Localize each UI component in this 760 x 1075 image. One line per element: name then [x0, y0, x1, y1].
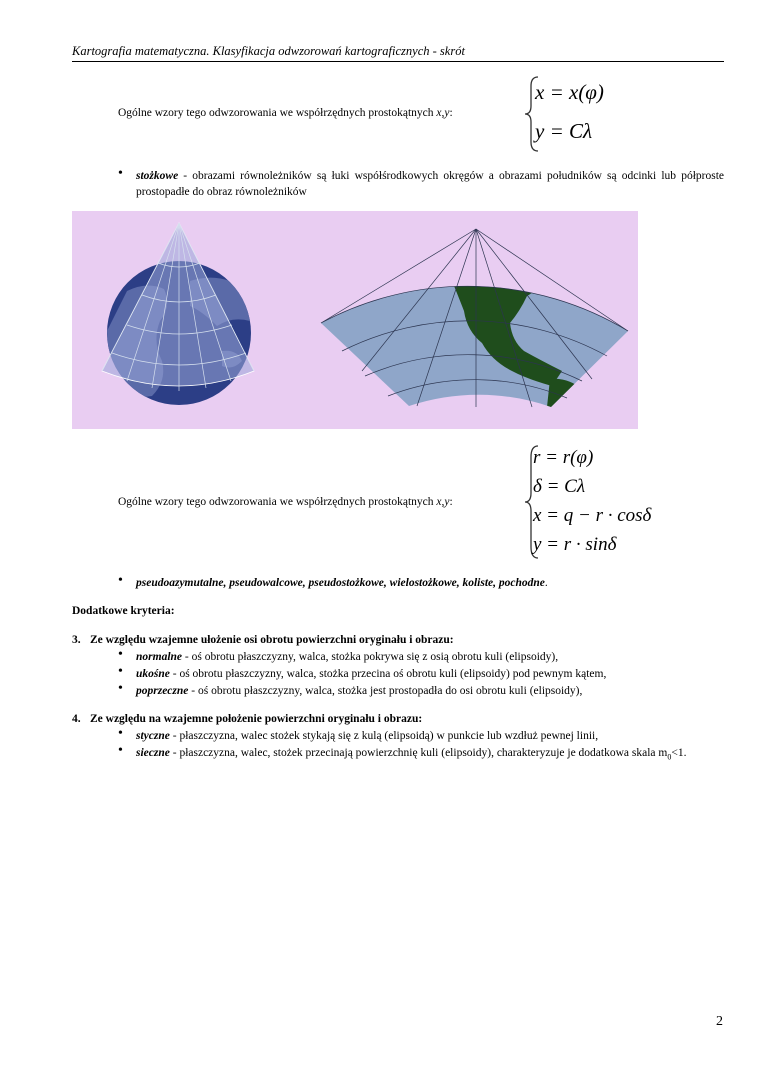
- section4-item-desc: - płaszczyzna, walec, stożek przecinają powierzchnię kuli (elipsoidy), charakteryzuje je dodatkowa skala m: [169, 747, 668, 759]
- section4-number: 4.: [72, 713, 81, 725]
- section4-title: Ze względu na wzajemne położenie powierzchni oryginału i obrazu:: [90, 713, 423, 725]
- formula2-intro: [118, 494, 453, 510]
- section3-item-desc: - oś obrotu płaszczyzny, walca, stożka pokrywa się z osią obrotu kuli (elipsoidy),: [182, 651, 559, 663]
- figure-drawing: [72, 211, 638, 429]
- formula2-line-x: x = q − r · cosδ: [533, 505, 652, 526]
- bullet-dot: •: [118, 681, 123, 696]
- formula1-intro: [118, 105, 453, 121]
- formula1-intro-colon: :: [449, 107, 453, 119]
- section4-item-sub: 0: [667, 752, 672, 762]
- bullet-dot: •: [118, 647, 123, 662]
- formula2-intro-vars: x,y: [436, 496, 450, 508]
- section4-item-desc: - płaszczyzna, walec stożek stykają się z kulą (elipsoidą) w punkcie lub wzdłuż pewnej linii,: [169, 730, 599, 742]
- section3-title: Ze względu wzajemne ułożenie osi obrotu powierzchni oryginału i obrazu:: [90, 634, 454, 646]
- bullet-dot: •: [118, 573, 123, 588]
- section3-item-term: normalne: [136, 651, 183, 663]
- section4-item-tail: <1.: [671, 747, 687, 759]
- formula1-intro-text: Ogólne wzory tego odwzorowania we współrzędnych prostokątnych: [118, 107, 437, 119]
- conic-map-south-america: [547, 379, 582, 407]
- section4-item: [136, 745, 724, 765]
- extra-criteria-heading: Dodatkowe kryteria:: [72, 605, 175, 617]
- section3-item-desc: - oś obrotu płaszczyzny, walca, stożka jest prostopadła do osi obrotu kuli (elipsoidy),: [188, 685, 583, 697]
- formula1-intro-vars: x,y: [436, 107, 450, 119]
- other-types-paragraph: [136, 575, 548, 591]
- conic-map-greenland: [527, 247, 562, 266]
- section3-item-term: ukośne: [136, 668, 170, 680]
- other-types-period: .: [544, 577, 548, 589]
- formula1-line-y: y = Cλ: [535, 119, 593, 143]
- section3-item-term: poprzeczne: [136, 685, 189, 697]
- section4-item-term: styczne: [136, 730, 170, 742]
- formula1-line-x: x = x(φ): [535, 80, 604, 104]
- bullet-dot: •: [118, 664, 123, 679]
- bullet-dot: •: [118, 743, 123, 758]
- section3-item-desc: - oś obrotu płaszczyzny, walca, stożka przecina oś obrotu kuli (elipsoidy) pod pewnym kątem,: [169, 668, 607, 680]
- bullet-dot: •: [118, 726, 123, 741]
- header-rule: [72, 61, 724, 62]
- other-types-text: pseudoazymutalne, pseudowalcowe, pseudostożkowe, wielostożkowe, koliste, pochodne: [136, 577, 545, 589]
- formula2-intro-colon: :: [449, 496, 453, 508]
- section3-item: [136, 683, 582, 699]
- section4-item-term: sieczne: [136, 747, 170, 759]
- formula2-line-delta: δ = Cλ: [533, 476, 586, 497]
- formula2-line-y: y = r · sinδ: [533, 534, 617, 555]
- bullet-dot: •: [118, 166, 123, 181]
- conic-desc: - obrazami równoleżników są łuki współśrodkowych okręgów a obrazami południków są odcinki lub półproste prostopadłe do obraz równoleżników: [136, 170, 724, 198]
- section3-item: [136, 666, 606, 682]
- running-header: Kartografia matematyczna. Klasyfikacja odwzorowań kartograficznych - skrót: [72, 44, 465, 58]
- conic-paragraph: [136, 168, 724, 200]
- formula2-line-r: r = r(φ): [533, 447, 594, 468]
- conic-term: stożkowe: [136, 170, 179, 182]
- formula2-intro-text: Ogólne wzory tego odwzorowania we współrzędnych prostokątnych: [118, 496, 437, 508]
- section4-item: [136, 728, 598, 744]
- section3-item: [136, 649, 558, 665]
- section3-number: 3.: [72, 634, 81, 646]
- page-number: 2: [716, 1014, 723, 1029]
